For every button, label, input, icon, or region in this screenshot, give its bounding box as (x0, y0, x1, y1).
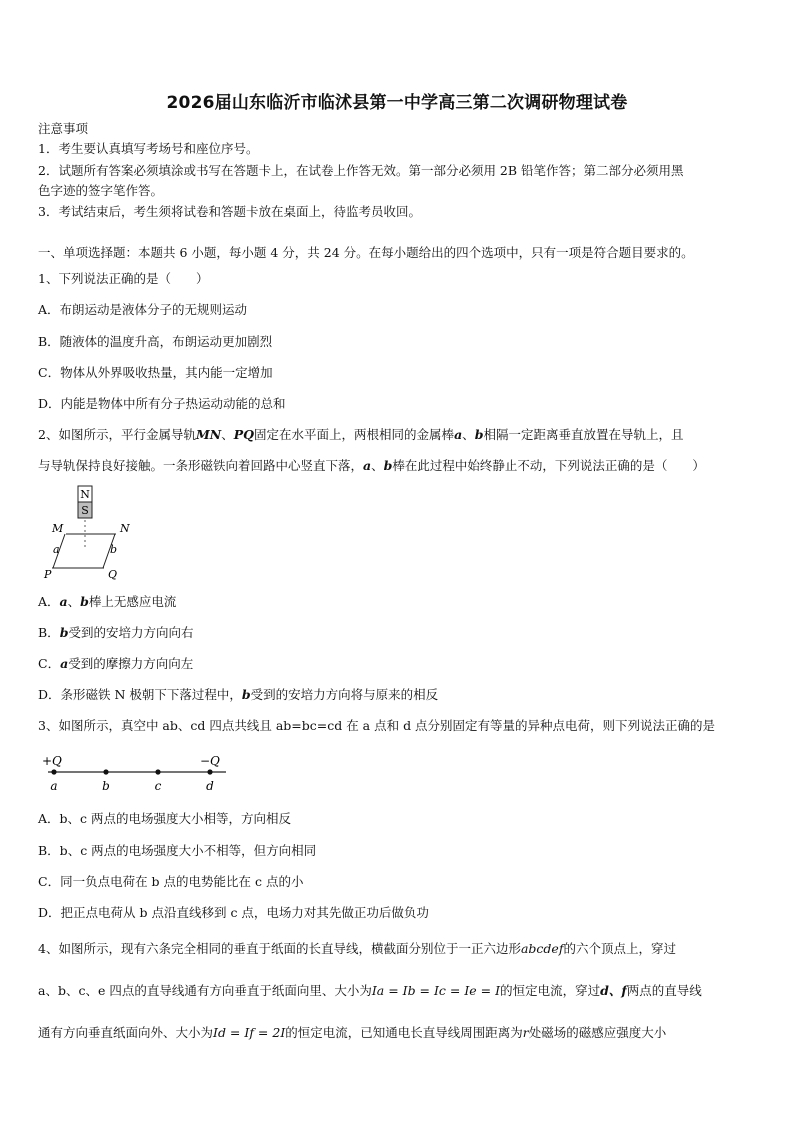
q1-option-c: C．物体从外界吸收热量，其内能一定增加 (38, 365, 273, 380)
charge-minus-q-label: −Q (200, 754, 220, 768)
point-c (155, 769, 160, 774)
q2-option-d: D．条形磁铁 N 极朝下下落过程中，b受到的安培力方向将与原来的相反 (38, 687, 439, 702)
q1-option-d: D．内能是物体中所有分子热运动动能的总和 (38, 396, 286, 411)
point-b (103, 769, 108, 774)
q2-option-a: A．a、b棒上无感应电流 (38, 594, 177, 609)
q2-option-b: B．b受到的安培力方向向右 (38, 625, 194, 640)
q4-stem-line3: 通有方向垂直纸面向外、大小为Id = If = 2I的恒定电流，已知通电长直导线周围距离为r处磁场的磁感应强度大小 (38, 1025, 667, 1040)
magnet-n-label: N (80, 488, 90, 501)
label-a: a (50, 779, 58, 793)
q3-stem: 3、如图所示，真空中 ab、cd 四点共线且 ab=bc=cd 在 a 点和 d 点分别固定有等量的异种点电荷，则下列说法正确的是 (38, 718, 716, 733)
point-a (51, 769, 56, 774)
q3-option-b: B．b、c 两点的电场强度大小不相等，但方向相同 (38, 843, 317, 858)
q2-option-c: C．a受到的摩擦力方向向左 (38, 656, 194, 671)
current-equation-2: Id = If = 2I (213, 1025, 286, 1040)
notice-item-1: 1．考生要认真填写考场号和座位序号。 (38, 141, 259, 156)
q3-charges-figure (38, 750, 238, 796)
hexagon-label: abcdef (520, 941, 564, 956)
page-title: 2026届山东临沂市临沭县第一中学高三第二次调研物理试卷 (166, 93, 628, 113)
rail-mn-label: MN (195, 427, 222, 442)
q1-option-a: A．布朗运动是液体分子的无规则运动 (38, 302, 248, 317)
section-heading: 一、单项选择题：本题共 6 小题，每小题 4 分，共 24 分。在每小题给出的四个选项中，只有一项是符合题目要求的。 (38, 245, 694, 260)
q2-stem-line2: 与导轨保持良好接触。一条形磁铁向着回路中心竖直下落，a、b棒在此过程中始终静止不动，下列说法正确的是（ ） (38, 458, 705, 473)
notice-heading: 注意事项 (38, 121, 89, 136)
label-c: c (154, 779, 162, 793)
notice-item-2-cont: 色字迹的签字笔作答。 (38, 183, 164, 198)
q2-rails-magnet-figure (38, 484, 148, 584)
label-a: a (53, 543, 60, 556)
q1-option-b: B．随液体的温度升高，布朗运动更加剧烈 (38, 334, 273, 349)
rail-pq-label: PQ (233, 427, 255, 442)
point-d (207, 769, 212, 774)
q3-option-d: D．把正点电荷从 b 点沿直线移到 c 点，电场力对其先做正功后做负功 (38, 905, 429, 920)
q1-stem: 1、下列说法正确的是（ ） (38, 271, 209, 286)
current-equation-1: Ia = Ib = Ic = Ie = I (371, 983, 501, 998)
label-b: b (102, 779, 110, 793)
label-p: P (44, 568, 52, 581)
magnet-s-label: S (81, 504, 89, 517)
label-m: M (52, 522, 64, 535)
q2-stem-line1: 2、如图所示，平行金属导轨MN、PQ固定在水平面上，两根相同的金属棒a、b相隔一定距离垂直放置在导轨上，且 (38, 427, 684, 442)
notice-item-2: 2．试题所有答案必须填涂或书写在答题卡上，在试卷上作答无效。第一部分必须用 2B 铅笔作答；第二部分必须用黑 (38, 163, 684, 178)
q4-stem-line2: a、b、c、e 四点的直导线通有方向垂直于纸面向里、大小为Ia = Ib = Ic = Ie = I的恒定电流，穿过d、f两点的直导线 (38, 983, 702, 998)
charge-plus-q-label: +Q (42, 754, 62, 768)
label-b: b (110, 543, 118, 556)
q3-option-a: A．b、c 两点的电场强度大小相等，方向相反 (38, 811, 292, 826)
notice-item-3: 3．考试结束后，考生须将试卷和答题卡放在桌面上，待监考员收回。 (38, 204, 421, 219)
label-q: Q (108, 568, 118, 581)
q3-option-c: C．同一负点电荷在 b 点的电势能比在 c 点的小 (38, 874, 304, 889)
label-n: N (120, 522, 130, 535)
label-d: d (206, 779, 214, 793)
q4-stem-line1: 4、如图所示，现有六条完全相同的垂直于纸面的长直导线，横截面分别位于一正六边形abcdef的六个顶点上，穿过 (38, 941, 676, 956)
